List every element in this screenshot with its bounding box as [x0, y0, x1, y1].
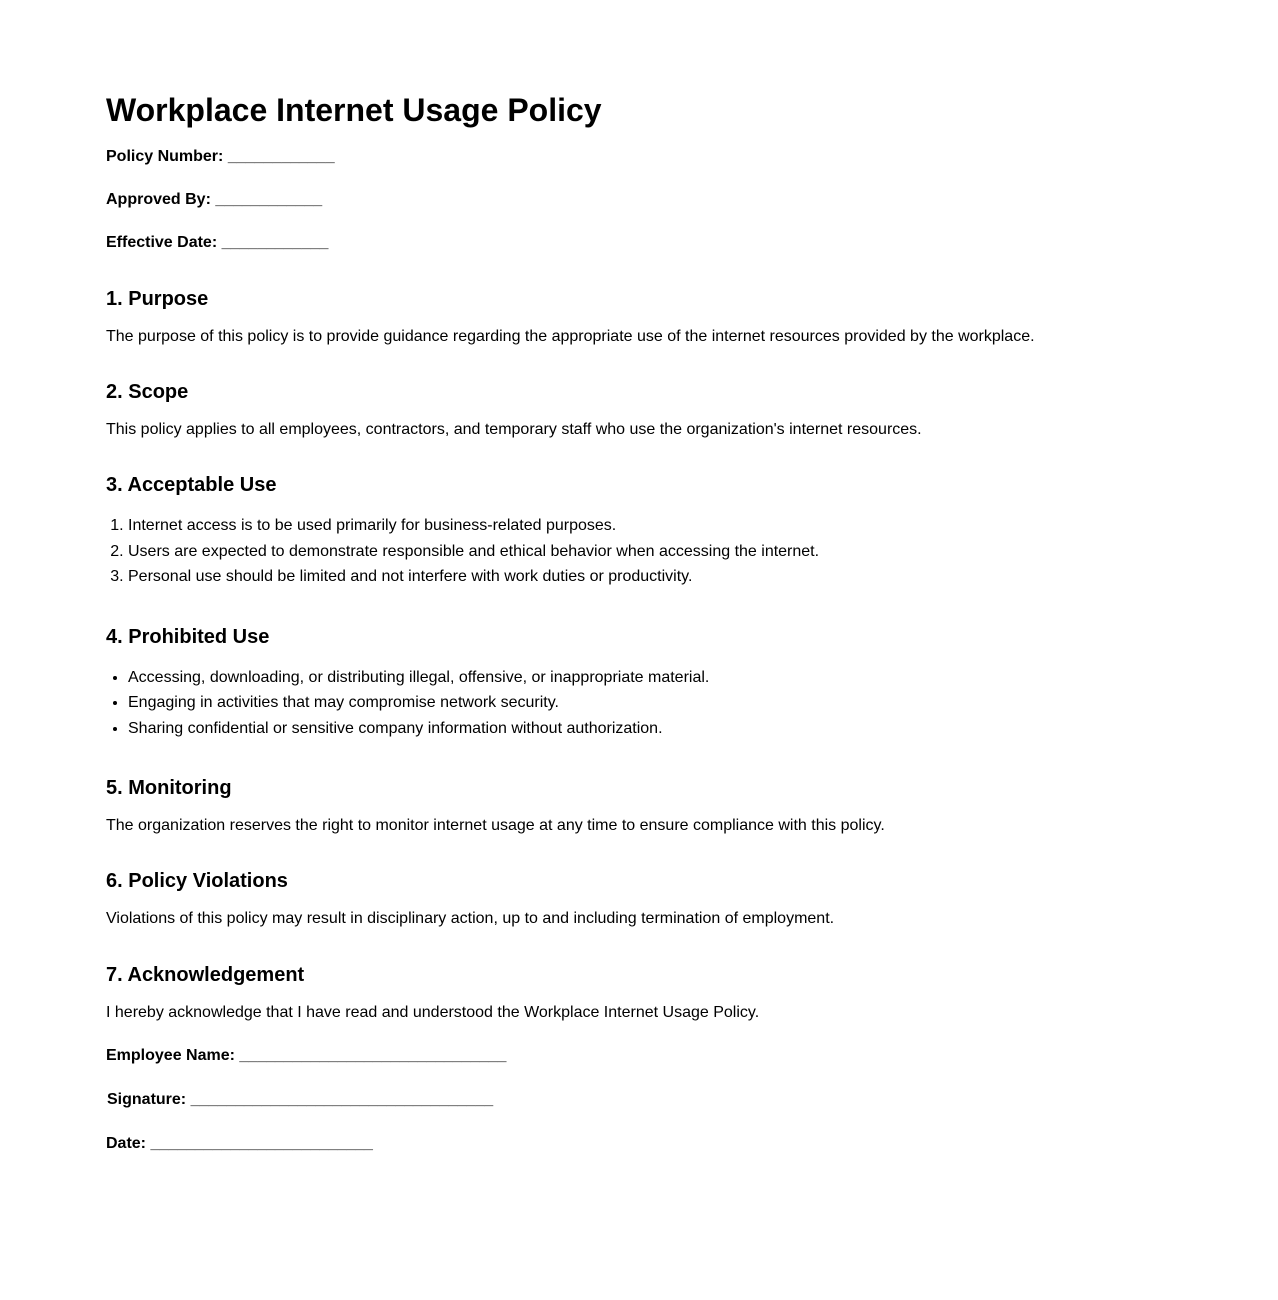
employee-name-blank: ______________________________ [239, 1047, 507, 1064]
section-text: The purpose of this policy is to provide guidance regarding the appropriate use of the internet resources provided by the workplace. [106, 328, 1035, 345]
date-label: Date: [106, 1135, 147, 1152]
section-heading: 6. Policy Violations [106, 870, 288, 892]
section-prohibited-use [106, 625, 1278, 742]
employee-name-label: Employee Name: [106, 1047, 235, 1064]
section-acknowledgement [106, 963, 1278, 1154]
signature-label: Signature: [107, 1091, 187, 1108]
list-item: • Sharing confidential or sensitive company information without authorization. [128, 716, 1278, 742]
section-monitoring [106, 776, 1278, 836]
section-purpose [106, 287, 1278, 347]
section-heading: 4. Prohibited Use [106, 625, 270, 648]
page-title: Workplace Internet Usage Policy [106, 92, 602, 128]
list-item: 2. Users are expected to demonstrate responsible and ethical behavior when accessing the internet. [128, 539, 1278, 565]
section-scope [106, 380, 1278, 440]
section-policy-violations [106, 869, 1278, 929]
effective-date-blank: ____________ [221, 234, 329, 251]
policy-number-label: Policy Number: [106, 148, 224, 165]
policy-number-line [106, 147, 1278, 167]
approved-by-blank: ____________ [215, 191, 323, 208]
effective-date-line [106, 233, 1278, 253]
employee-name-line [106, 1046, 1278, 1066]
section-heading: 2. Scope [106, 381, 189, 403]
prohibited-use-list [106, 665, 1278, 742]
policy-number-blank: ____________ [227, 148, 335, 165]
list-item: 1. Internet access is to be used primarily for business-related purposes. [128, 513, 1278, 539]
list-item: 3. Personal use should be limited and not interfere with work duties or productivity. [128, 564, 1278, 590]
section-acceptable-use [106, 473, 1278, 590]
section-heading: 3. Acceptable Use [106, 474, 277, 496]
section-heading: 5. Monitoring [106, 777, 232, 799]
signature-blank: __________________________________ [190, 1091, 494, 1108]
list-item: • Engaging in activities that may compromise network security. [128, 690, 1278, 716]
signature-line [106, 1090, 1278, 1110]
date-line [106, 1134, 1278, 1154]
section-heading: 7. Acknowledgement [106, 964, 305, 986]
section-heading: 1. Purpose [106, 288, 209, 310]
section-text: This policy applies to all employees, contractors, and temporary staff who use the organization's internet resources. [106, 421, 922, 438]
acceptable-use-list [106, 513, 1278, 590]
section-text: The organization reserves the right to monitor internet usage at any time to ensure compliance with this policy. [106, 817, 885, 834]
approved-by-line [106, 190, 1278, 210]
effective-date-label: Effective Date: [106, 234, 218, 251]
list-item: • Accessing, downloading, or distributing illegal, offensive, or inappropriate material. [128, 665, 1278, 691]
approved-by-label: Approved By: [106, 191, 211, 208]
date-blank: _________________________ [150, 1135, 373, 1152]
section-text: I hereby acknowledge that I have read and understood the Workplace Internet Usage Policy. [106, 1004, 760, 1021]
section-text: Violations of this policy may result in disciplinary action, up to and including termination of employment. [106, 910, 835, 927]
